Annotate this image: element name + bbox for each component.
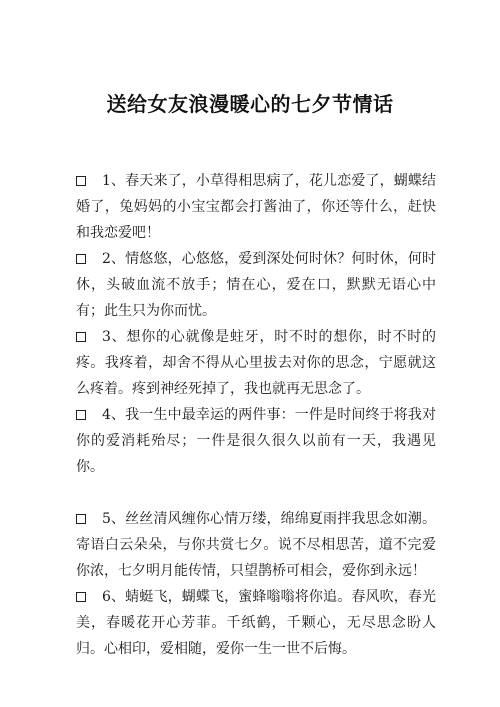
paragraph-text: 5、丝丝清风缠你心情万缕，绵绵夏雨拌我思念如潮。寄语白云朵朵，与你共赏七夕。说不尽相思苦，道不完爱你浓，七夕明月能传情，只望鹊桥可相会，爱你到永远！ bbox=[76, 511, 436, 579]
paragraph-text: 1、春天来了，小草得相思病了，花儿恋爱了，蝴蝶结婚了，兔妈妈的小宝宝都会打酱油了，你还等什么，赶快和我恋爱吧！ bbox=[76, 173, 436, 241]
paragraph-4 bbox=[76, 402, 436, 480]
checkbox-bullet-icon bbox=[76, 332, 86, 342]
paragraph-text: 6、蜻蜓飞，蝴蝶飞，蜜蜂嗡嗡将你追。春风吹，春光美，春暖花开心芳菲。千纸鹤，千颗心，无尽思念盼人归。心相印，爱相随，爱你一生一世不后悔。 bbox=[76, 589, 436, 657]
checkbox-bullet-icon bbox=[76, 254, 86, 264]
checkbox-bullet-icon bbox=[76, 410, 86, 420]
paragraph-text: 3、想你的心就像是蛀牙，时不时的想你，时不时的疼。我疼着，却舍不得从心里拔去对你的思念，宁愿就这么疼着。疼到神经死掉了，我也就再无思念了。 bbox=[76, 329, 436, 397]
checkbox-bullet-icon bbox=[76, 514, 86, 524]
paragraph-text: 4、我一生中最幸运的两件事：一件是时间终于将我对你的爱消耗殆尽；一件是很久很久以前有一天，我遇见你。 bbox=[76, 407, 436, 475]
page-title: 送给女友浪漫暖心的七夕节情话 bbox=[106, 92, 394, 116]
checkbox-bullet-icon bbox=[76, 592, 86, 602]
paragraph-1 bbox=[76, 168, 436, 246]
paragraph-3 bbox=[76, 324, 436, 402]
paragraph-5 bbox=[76, 506, 436, 584]
document-body bbox=[76, 168, 436, 662]
paragraph-2 bbox=[76, 246, 436, 324]
paragraph-text: 2、情悠悠，心悠悠，爱到深处何时休？何时休，何时休，头破血流不放手；情在心，爱在口，默默无语心中有；此生只为你而忧。 bbox=[76, 251, 436, 319]
checkbox-bullet-icon bbox=[76, 176, 86, 186]
paragraph-6 bbox=[76, 584, 436, 662]
